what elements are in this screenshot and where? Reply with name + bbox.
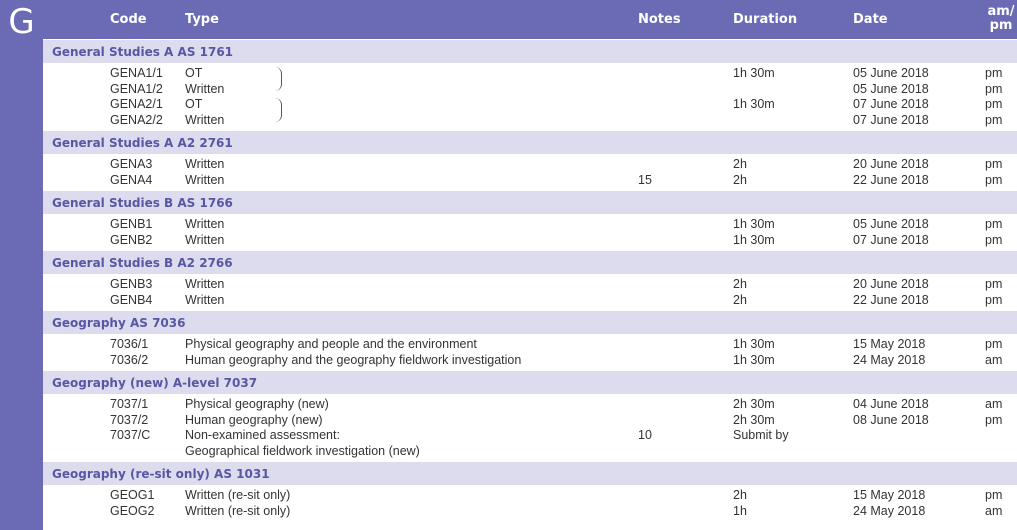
cell-type: Written: [185, 112, 225, 127]
section: [43, 190, 1017, 250]
section: [43, 370, 1017, 461]
cell-code: GENA1/1: [110, 66, 163, 80]
section: [43, 250, 1017, 310]
section-rows: [43, 485, 1017, 521]
cell-code: GENA3: [110, 157, 153, 171]
section: [43, 310, 1017, 370]
cell-notes: 15: [638, 172, 652, 187]
cell-code: GENA1/2: [110, 81, 163, 96]
cell-date: 24 May 2018: [853, 352, 926, 367]
cell-code: GEOG1: [110, 488, 155, 502]
cell-date: 15 May 2018: [853, 337, 926, 351]
cell-date: 05 June 2018: [853, 81, 929, 96]
section-rows: [43, 63, 1017, 130]
cell-duration: 1h 30m: [733, 97, 775, 111]
section: [43, 461, 1017, 521]
cell-date: 07 June 2018: [853, 97, 929, 111]
cell-date: 05 June 2018: [853, 217, 929, 231]
cell-date: 20 June 2018: [853, 277, 929, 291]
cell-duration: 2h: [733, 277, 747, 291]
cell-code: GEOG2: [110, 503, 155, 518]
cell-type: Written: [185, 232, 225, 247]
cell-date: 05 June 2018: [853, 66, 929, 80]
header-type: Type: [185, 12, 219, 27]
cell-notes: 10: [638, 428, 652, 442]
table-row: [43, 233, 1017, 249]
table-row: [43, 157, 1017, 173]
section-rows: [43, 394, 1017, 461]
table-row: [43, 504, 1017, 520]
cell-ampm: pm: [985, 172, 1003, 187]
side-letter: G: [8, 2, 35, 42]
cell-ampm: am: [985, 503, 1003, 518]
cell-date: 04 June 2018: [853, 397, 929, 411]
section: [43, 39, 1017, 130]
cell-code: GENB4: [110, 292, 153, 307]
table-row: [43, 82, 1017, 98]
cell-ampm: pm: [985, 157, 1003, 171]
brace-mark: [275, 67, 282, 91]
cell-code: GENB1: [110, 217, 153, 231]
section-rows: [43, 334, 1017, 370]
cell-type: OT: [185, 97, 203, 111]
table-row: [43, 277, 1017, 293]
section-title: General Studies B AS 1766: [43, 190, 1017, 214]
cell-code: GENA2/1: [110, 97, 163, 111]
brace-mark: [275, 98, 282, 122]
section-title: General Studies B A2 2766: [43, 250, 1017, 274]
cell-type: Written: [185, 217, 225, 231]
cell-date: 24 May 2018: [853, 503, 926, 518]
cell-type: Physical geography and people and the environment: [185, 337, 477, 351]
cell-duration: 2h 30m: [733, 412, 775, 427]
table-row: [43, 113, 1017, 129]
cell-type: Written (re-sit only): [185, 488, 291, 502]
cell-date: 22 June 2018: [853, 292, 929, 307]
section-rows: [43, 154, 1017, 190]
cell-duration: 2h: [733, 172, 747, 187]
cell-type: Physical geography (new): [185, 397, 329, 411]
cell-type: OT: [185, 66, 203, 80]
cell-type: Written: [185, 172, 225, 187]
cell-code: 7036/2: [110, 352, 149, 367]
cell-ampm: pm: [985, 217, 1003, 231]
section-title: General Studies A A2 2761: [43, 130, 1017, 154]
table-row: [43, 97, 1017, 113]
section: [43, 130, 1017, 190]
cell-ampm: pm: [985, 292, 1003, 307]
table-row: [43, 428, 1017, 444]
cell-duration: 1h 30m: [733, 217, 775, 231]
cell-type: Written: [185, 277, 225, 291]
cell-duration: 1h 30m: [733, 66, 775, 80]
cell-type: Written: [185, 292, 225, 307]
table-row: [43, 413, 1017, 429]
cell-code: GENB2: [110, 232, 153, 247]
header-code: Code: [110, 12, 147, 27]
cell-ampm: pm: [985, 112, 1003, 127]
cell-ampm: pm: [985, 337, 1003, 351]
cell-ampm: pm: [985, 488, 1003, 502]
cell-code: GENA4: [110, 172, 153, 187]
cell-type: Non-examined assessment:: [185, 428, 340, 442]
table-row: [43, 488, 1017, 504]
cell-type: Written: [185, 157, 225, 171]
cell-date: 20 June 2018: [853, 157, 929, 171]
cell-date: 07 June 2018: [853, 112, 929, 127]
cell-duration: 1h 30m: [733, 352, 775, 367]
table-row: [43, 444, 1017, 460]
header-duration: Duration: [733, 12, 798, 27]
cell-ampm: pm: [985, 232, 1003, 247]
table-header: [43, 0, 1017, 39]
cell-code: GENB3: [110, 277, 153, 291]
cell-duration: 2h 30m: [733, 397, 775, 411]
cell-code: 7037/C: [110, 428, 151, 442]
table-row: [43, 66, 1017, 82]
cell-code: 7036/1: [110, 337, 149, 351]
cell-ampm: pm: [985, 412, 1003, 427]
table-row: [43, 217, 1017, 233]
table-row: [43, 173, 1017, 189]
cell-ampm: am: [985, 397, 1003, 411]
cell-type: Written: [185, 81, 225, 96]
cell-duration: 2h: [733, 292, 747, 307]
cell-ampm: pm: [985, 66, 1003, 80]
side-tab: [0, 0, 43, 530]
section-rows: [43, 274, 1017, 310]
header-notes: Notes: [638, 12, 681, 27]
section-title: Geography (new) A-level 7037: [43, 370, 1017, 394]
header-date: Date: [853, 12, 888, 27]
cell-type: Geographical fieldwork investigation (new): [185, 443, 420, 458]
table-row: [43, 397, 1017, 413]
cell-ampm: am: [985, 352, 1003, 367]
table-row: [43, 337, 1017, 353]
cell-date: 07 June 2018: [853, 232, 929, 247]
table-body: [43, 39, 1017, 521]
cell-duration: 1h 30m: [733, 232, 775, 247]
cell-ampm: pm: [985, 81, 1003, 96]
cell-ampm: pm: [985, 277, 1003, 291]
cell-date: 22 June 2018: [853, 172, 929, 187]
cell-date: 15 May 2018: [853, 488, 926, 502]
cell-duration: 2h: [733, 157, 747, 171]
cell-ampm: pm: [985, 97, 1003, 111]
header-ampm: am/ pm: [987, 4, 1015, 33]
cell-duration: 2h: [733, 488, 747, 502]
cell-code: 7037/1: [110, 397, 149, 411]
cell-date: 08 June 2018: [853, 412, 929, 427]
table-row: [43, 293, 1017, 309]
cell-code: GENA2/2: [110, 112, 163, 127]
cell-duration: 1h 30m: [733, 337, 775, 351]
cell-code: 7037/2: [110, 412, 149, 427]
cell-duration: 1h: [733, 503, 747, 518]
cell-duration: Submit by: [733, 428, 789, 442]
section-title: Geography AS 7036: [43, 310, 1017, 334]
table-row: [43, 353, 1017, 369]
section-title: General Studies A AS 1761: [43, 39, 1017, 63]
cell-type: Written (re-sit only): [185, 503, 291, 518]
section-title: Geography (re-sit only) AS 1031: [43, 461, 1017, 485]
cell-type: Human geography (new): [185, 412, 323, 427]
section-rows: [43, 214, 1017, 250]
cell-type: Human geography and the geography fieldwork investigation: [185, 352, 522, 367]
